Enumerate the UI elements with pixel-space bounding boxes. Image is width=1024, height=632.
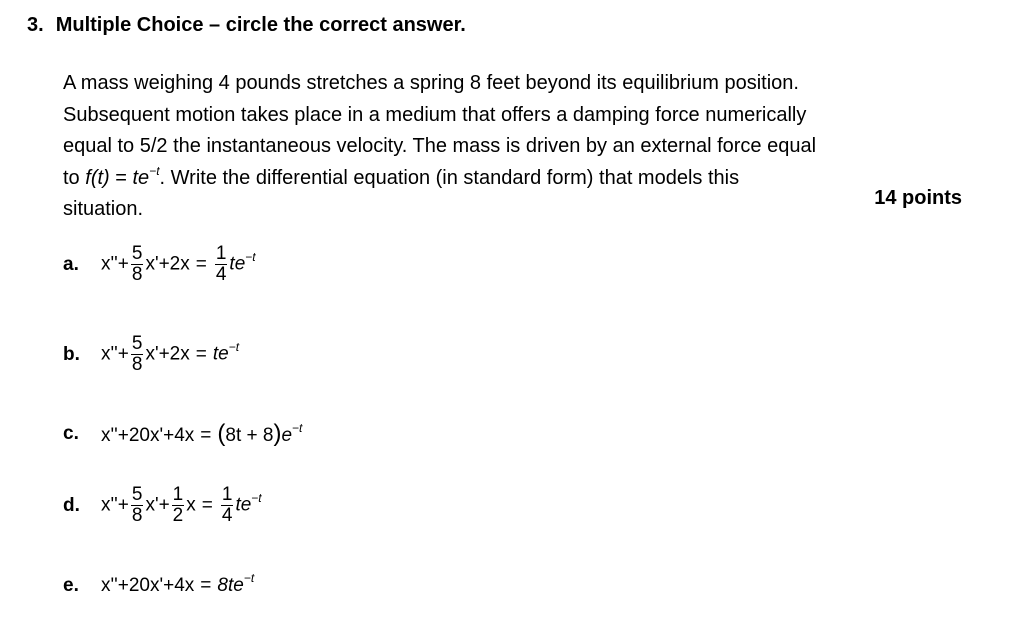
exponent: −t bbox=[243, 571, 255, 585]
choice-label: e. bbox=[63, 575, 79, 596]
exponent: −t bbox=[228, 339, 240, 354]
prompt-line-2: Subsequent motion takes place in a medium that offers a damping force numerically bbox=[63, 103, 807, 126]
numerator: 1 bbox=[221, 484, 233, 505]
fraction bbox=[172, 485, 185, 526]
term: x''+ bbox=[101, 253, 129, 275]
term: x'+2x bbox=[145, 253, 190, 275]
prompt-line-1: A mass weighing 4 pounds stretches a spring 8 feet beyond its equilibrium position. bbox=[63, 72, 799, 94]
question-prompt bbox=[63, 68, 973, 226]
fraction bbox=[131, 334, 144, 375]
choice-label: a. bbox=[63, 253, 79, 275]
numerator: 5 bbox=[131, 484, 143, 505]
forcing-function-expr: te bbox=[132, 166, 150, 189]
forcing-function-arg: (t) bbox=[90, 166, 110, 189]
equals-sign: = bbox=[109, 166, 133, 189]
prompt-line-4 bbox=[63, 163, 973, 195]
numerator: 5 bbox=[131, 243, 143, 264]
equation bbox=[101, 244, 256, 285]
term: x''+ bbox=[101, 343, 129, 365]
term: x'+2x bbox=[145, 343, 190, 365]
numerator: 5 bbox=[131, 333, 143, 354]
left-paren: ( bbox=[217, 420, 226, 447]
choice-a[interactable] bbox=[63, 244, 256, 285]
fraction bbox=[131, 485, 144, 526]
equals-sign: = bbox=[195, 343, 207, 365]
equation bbox=[101, 334, 239, 375]
choice-d[interactable] bbox=[63, 485, 262, 526]
choice-c[interactable] bbox=[63, 420, 302, 448]
term: 8t + 8 bbox=[225, 425, 274, 446]
rhs: te bbox=[212, 343, 229, 365]
forcing-function-name: f bbox=[85, 166, 91, 189]
equation bbox=[101, 571, 255, 597]
right-paren: ) bbox=[273, 420, 282, 447]
question-number: 3. bbox=[27, 14, 44, 36]
points-label: 14 points bbox=[874, 187, 962, 209]
rhs: 8te bbox=[217, 575, 244, 596]
equals-sign: = bbox=[200, 575, 212, 596]
exponent: −t bbox=[245, 249, 256, 264]
prompt-text: to bbox=[63, 166, 86, 189]
denominator: 4 bbox=[215, 264, 227, 285]
rhs: te bbox=[229, 253, 246, 275]
term: x bbox=[186, 494, 196, 516]
equals-sign: = bbox=[195, 253, 207, 275]
question-title: Multiple Choice – circle the correct answer. bbox=[55, 14, 466, 36]
choice-e[interactable] bbox=[63, 571, 255, 597]
equals-sign: = bbox=[200, 425, 212, 446]
exponent: −t bbox=[251, 490, 262, 505]
choice-label: b. bbox=[63, 343, 80, 365]
exponent: −t bbox=[292, 421, 303, 435]
term: x'+ bbox=[145, 494, 170, 516]
equals-sign: = bbox=[201, 494, 213, 516]
exponent: −t bbox=[149, 163, 160, 178]
rhs: e bbox=[281, 425, 293, 446]
fraction bbox=[221, 485, 234, 526]
question-header bbox=[27, 14, 466, 37]
fraction bbox=[131, 244, 144, 285]
term: x''+20x'+4x bbox=[101, 575, 195, 596]
choice-label: d. bbox=[63, 494, 80, 516]
fraction bbox=[215, 244, 228, 285]
choice-b[interactable] bbox=[63, 334, 239, 375]
term: x''+20x'+4x bbox=[101, 425, 195, 446]
equation bbox=[101, 485, 262, 526]
choice-label: c. bbox=[63, 423, 79, 444]
denominator: 8 bbox=[131, 505, 143, 526]
term: x''+ bbox=[101, 494, 129, 516]
prompt-line-5: situation. bbox=[63, 198, 144, 220]
prompt-text: . Write the differential equation (in standard form) that models this bbox=[159, 166, 740, 189]
numerator: 1 bbox=[215, 243, 227, 264]
equation bbox=[101, 420, 302, 448]
denominator: 8 bbox=[131, 354, 143, 375]
denominator: 2 bbox=[172, 505, 184, 526]
denominator: 4 bbox=[221, 505, 233, 526]
prompt-line-3: equal to 5/2 the instantaneous velocity. The mass is driven by an external force equal bbox=[63, 135, 817, 157]
rhs: te bbox=[235, 494, 252, 516]
numerator: 1 bbox=[172, 484, 184, 505]
denominator: 8 bbox=[131, 264, 143, 285]
